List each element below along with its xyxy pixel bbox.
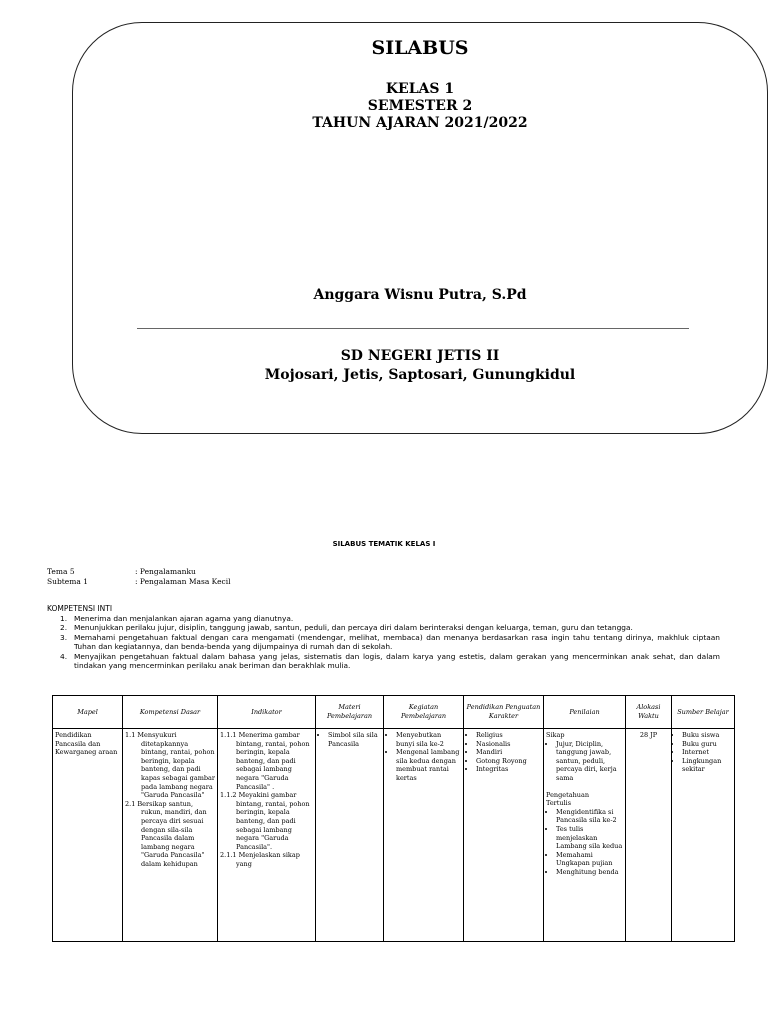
sumber-item: • Internet <box>682 748 732 757</box>
indikator-item: 1.1.1 Menerima gambar bintang, rantai, pohon beringin, kepala banteng, dan padi sebagai lambang negara "Garuda Pancasila" . <box>220 731 310 791</box>
indikator-item: 1.1.2 Meyakini gambar bintang, rantai, pohon beringin, kepala banteng, dan padi sebagai lambang negara "Garuda Pancasila". <box>220 791 310 851</box>
kd-item: 2.1 Bersikap santun, rukun, mandiri, dan percaya diri sesuai dengan sila-sila Pancasila dalam lambang negara "Garuda Pancasila" dalam kehidupan <box>125 799 207 868</box>
cover-frame <box>72 22 768 434</box>
cover-author: Anggara Wisnu Putra, S.Pd <box>313 287 527 303</box>
tema-label: Tema 5 <box>47 567 75 576</box>
karakter-item: • Integritas <box>476 765 541 774</box>
kegiatan-item: • Mengenal lambang sila kedua dengan membuat rantai kertas <box>396 748 461 782</box>
cell-indikator <box>218 729 316 942</box>
cell-materi <box>316 729 384 942</box>
cell-penilaian <box>544 729 626 942</box>
karakter-item: • Nasionalis <box>476 740 541 749</box>
sumber-item: • Buku guru <box>682 740 732 749</box>
syllabus-table <box>52 695 735 942</box>
ki-item <box>60 652 720 671</box>
indikator-item: 2.1.1 Menjelaskan sikap yang <box>220 851 300 868</box>
ki-text: Menunjukkan perilaku jujur, disiplin, tanggung jawab, santun, peduli, dan percaya diri dalam berinteraksi dengan keluarga, teman, guru dan tetangga. <box>74 623 633 633</box>
ki-text: Menerima dan menjalankan ajaran agama yang dianutnya. <box>74 614 294 623</box>
cover-address: Mojosari, Jetis, Saptosari, Gunungkidul <box>264 367 576 383</box>
ki-title: KOMPETENSI INTI <box>47 604 113 613</box>
tema-row <box>47 567 196 576</box>
cover-year: TAHUN AJARAN 2021/2022 <box>312 115 528 131</box>
karakter-item: • Gotong Royong <box>476 757 541 766</box>
materi-item: • Simbol sila sila Pancasila <box>328 731 381 748</box>
penilaian-item: • Menghitung benda <box>556 868 623 877</box>
karakter-item: • Religius <box>476 731 541 740</box>
ki-number: 4. <box>60 651 68 661</box>
header-materi: Materi Pembelajaran <box>316 696 384 729</box>
header-kompetensi-dasar: Kompetensi Dasar <box>123 696 218 729</box>
document-title: SILABUS TEMATIK KELAS I <box>332 540 436 548</box>
karakter-item: • Mandiri <box>476 748 541 757</box>
cover-title: SILABUS <box>371 37 469 59</box>
header-indikator: Indikator <box>218 696 316 729</box>
header-karakter: Pendidikan Penguatan Karakter <box>464 696 544 729</box>
header-sumber: Sumber Belajar <box>672 696 735 729</box>
penilaian-tertulis-label: Tertulis <box>546 799 572 808</box>
cover-semester: SEMESTER 2 <box>367 98 473 114</box>
subtema-label: Subtema 1 <box>47 577 88 586</box>
header-mapel: Mapel <box>53 696 123 729</box>
cell-karakter <box>464 729 544 942</box>
ki-item <box>60 623 720 632</box>
kd-item: 1.1 Mensyukuri ditetapkannya bintang, rantai, pohon beringin, kepala banteng, dan padi kapas sebagai gambar pada lambang negara "Garuda Pancasila" <box>125 731 215 800</box>
cell-kd <box>123 729 218 942</box>
cover-class: KELAS 1 <box>385 81 455 97</box>
penilaian-sikap-title: Sikap <box>546 731 565 739</box>
penilaian-pengetahuan-title: Pengetahuan <box>546 790 590 799</box>
cover-school: SD NEGERI JETIS II <box>340 348 500 364</box>
table-header-row <box>53 696 735 729</box>
subtema-row <box>47 577 231 586</box>
ki-text: Memahami pengetahuan faktual dengan cara mengamati (mendengar, melihat, membaca) dan menanya berdasarkan rasa ingin tahu tentang dirinya, makhluk ciptaan Tuhan dan kegiatannya, dan benda-benda yang dijumpainya di rumah dan di sekolah. <box>74 632 720 652</box>
ki-number: 1. <box>60 614 68 623</box>
cover-divider <box>137 328 689 329</box>
subtema-value: : Pengalaman Masa Kecil <box>135 577 231 586</box>
ki-text: Menyajikan pengetahuan faktual dalam bahasa yang jelas, sistematis dan logis, dalam karya yang estetis, dalam gerakan yang mencerminkan anak sehat, dan dalam tindakan yang mencerminkan perilaku anak beriman dan berakhlak mulia. <box>74 651 720 671</box>
cell-alokasi: 28 JP <box>626 729 672 942</box>
header-kegiatan: Kegiatan Pembelajaran <box>384 696 464 729</box>
cell-kegiatan <box>384 729 464 942</box>
ki-item <box>60 614 720 623</box>
ki-number: 3. <box>60 632 68 642</box>
ki-number: 2. <box>60 623 68 633</box>
penilaian-sikap-item: • Jujur, Diciplin, tanggung jawab, santun, peduli, percaya diri, kerja sama <box>556 740 623 783</box>
cell-sumber <box>672 729 735 942</box>
header-alokasi: Alokasi Waktu <box>626 696 672 729</box>
sumber-item: • Lingkungan sekitar <box>682 757 732 774</box>
kegiatan-item: • Menyebutkan bunyi sila ke-2 <box>396 731 461 748</box>
cell-mapel: Pendidikan Pancasila dan Kewarganeg araan <box>53 729 123 942</box>
ki-list <box>60 614 720 670</box>
penilaian-item: • Mengidentifika si Pancasila sila ke-2 <box>556 808 623 825</box>
header-penilaian: Penilaian <box>544 696 626 729</box>
sumber-item: • Buku siswa <box>682 731 732 740</box>
ki-item <box>60 633 720 652</box>
tema-value: : Pengalamanku <box>135 567 196 576</box>
penilaian-item: • Memahami Ungkapan pujian <box>556 851 623 868</box>
table-row <box>53 729 735 942</box>
penilaian-item: • Tes tulis menjelaskan Lambang sila kedua <box>556 825 623 851</box>
